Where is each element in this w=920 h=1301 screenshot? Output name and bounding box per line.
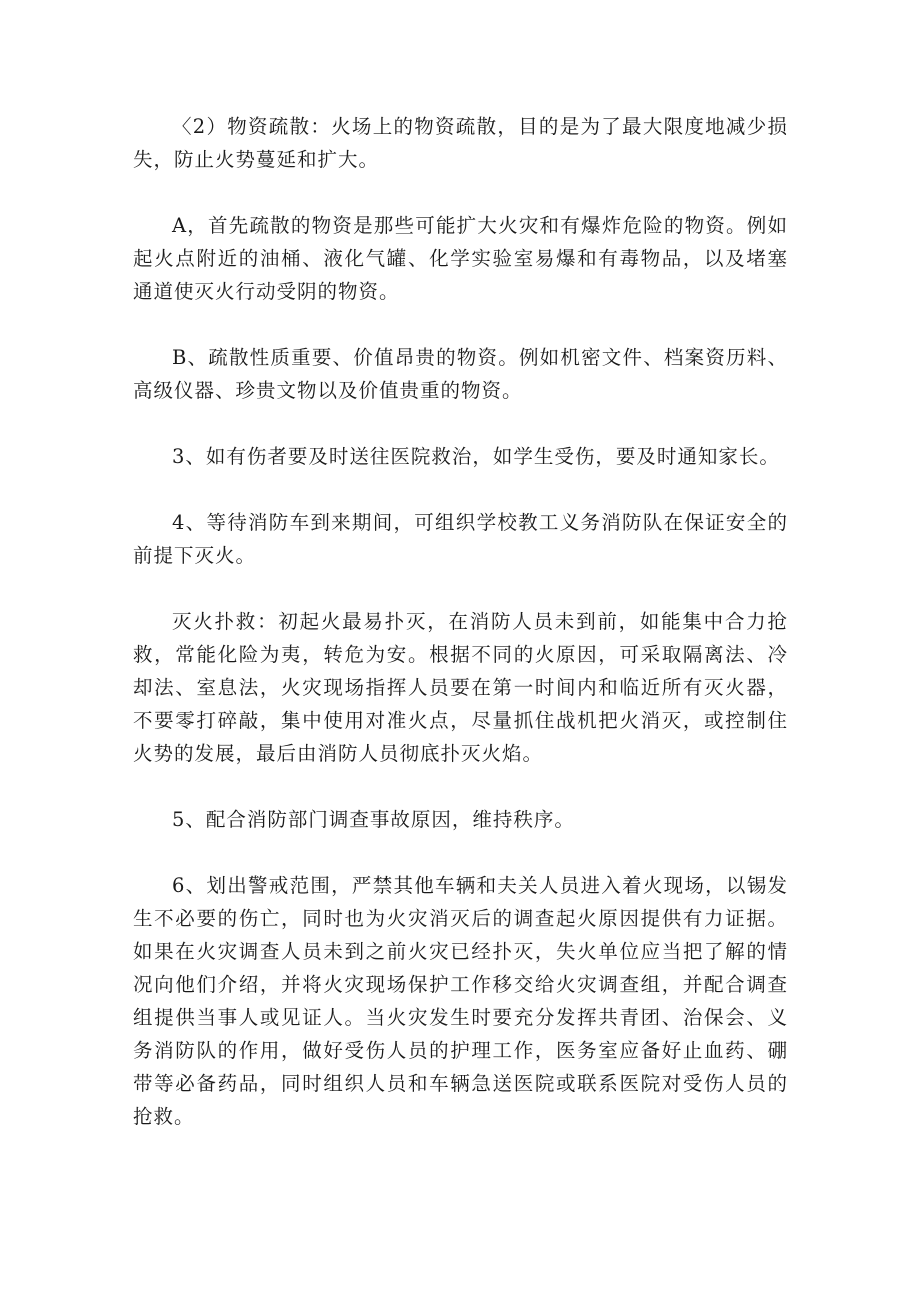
paragraph-fire-extinguishing: 灭火扑救：初起火最易扑灭，在消防人员未到前，如能集中合力抢救，常能化险为夷，转危为安。根据不同的火原因，可采取隔离法、冷却法、室息法，火灾现场指挥人员要在第一时间内和临近所有灭火器，不要零打碎敲，集中使用对准火点，尽量抓住战机把火消灭，或控制住火势的发展，最后由消防人员彻底扑灭火焰。 — [133, 610, 788, 765]
paragraph-6-cordon: 6、划出警戒范围，严禁其他车辆和夫关人员进入着火现场，以锡发生不必要的伤亡，同时也为火灾消灭后的调查起火原因提供有力证据。如果在火灾调查人员未到之前火灾已经扑灭，失火单位应当把了解的情况向他们介绍，并将火灾现场保护工作移交给火灾调查组，并配合调查组提供当事人或见证人。当火灾发生时要充分发挥共青团、治保会、义务消防队的作用，做好受伤人员的护理工作，医务室应备好止血药、硼带等必备药品，同时组织人员和车辆急送医院或联系医院对受伤人员的抢救。 — [133, 874, 788, 1128]
document-body — [133, 110, 788, 1133]
paragraph-material-evacuation: 〈2）物资疏散：火场上的物资疏散，目的是为了最大限度地减少损失，防止火势蔓延和扩大。 — [133, 115, 788, 171]
paragraph-a-dangerous-materials: A，首先疏散的物资是那些可能扩大火灾和有爆炸危险的物资。例如起火点附近的油桶、液化气罐、化学实验室易爆和有毒物品，以及堵塞通道使灭火行动受阴的物资。 — [133, 214, 788, 303]
paragraph-4-volunteer-firefighting: 4、等待消防车到来期间，可组织学校教工义务消防队在保证安全的前提下灭火。 — [133, 511, 788, 567]
paragraph-3-injured: 3、如有伤者要及时送往医院救治，如学生受伤，要及时通知家长。 — [172, 445, 780, 468]
paragraph-b-valuable-materials: B、疏散性质重要、价值昂贵的物资。例如机密文件、档案资历料、高级仪器、珍贵文物以及价值贵重的物资。 — [133, 346, 788, 402]
paragraph-5-investigation: 5、配合消防部门调查事故原因，维持秩序。 — [172, 808, 575, 831]
